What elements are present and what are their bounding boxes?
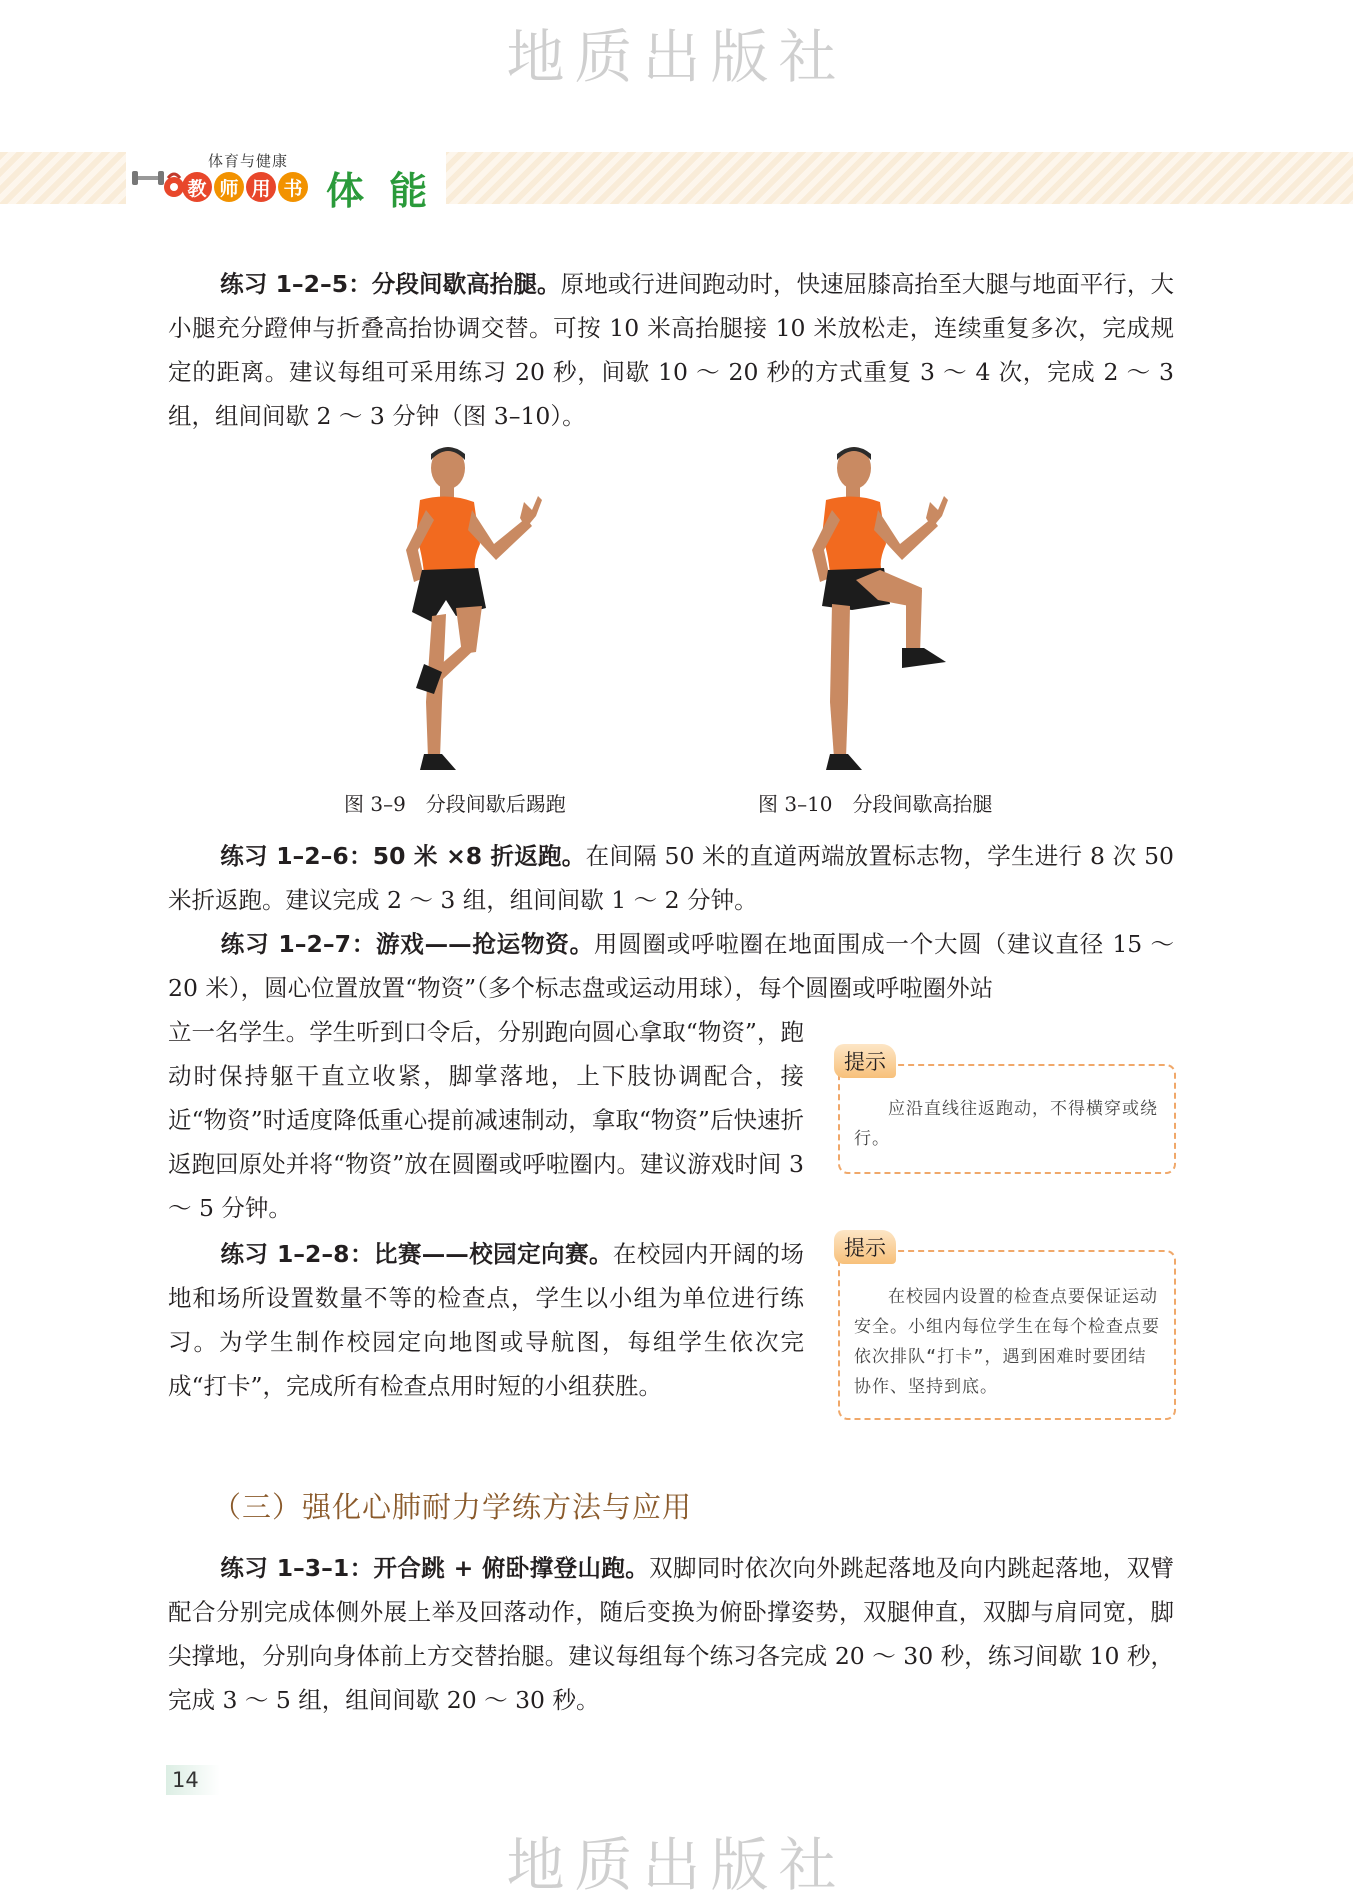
tip-text: 在校园内设置的检查点要保证运动安全。小组内每位学生在每个检查点要依次排队“打卡”，遇到困难时要团结协作、坚持到底。 [854,1287,1160,1397]
exercise-label: 练习 1–2–7：游戏——抢运物资。 [220,930,594,958]
exercise-text: 双脚同时依次向外跳起落地及向内跳起落地，双臂配合分别完成体侧外展上举及回落动作，随后变换为俯卧撑姿势，双腿伸直，双脚与肩同宽，脚尖撑地，分别向身体前上方交替抬腿。建议每组每个练习各完成 20 ～ 30 秒，练习间歇 10 秒，完成 3 ～ 5 组，组间间歇 20 ～ 30 秒。 [168,1554,1174,1714]
figure-caption: 图 3–9 分段间歇后踢跑 [344,792,566,816]
watermark-top: 地质出版社 [506,23,847,91]
figure-butt-kick-image [376,440,546,780]
exercise-1-2-7 [168,922,1174,1010]
exercise-1-2-8 [168,1232,804,1408]
exercise-label: 练习 1–3–1：开合跳 + 俯卧撑登山跑。 [220,1554,650,1582]
exercise-label: 练习 1–2–5：分段间歇高抬腿。 [220,270,561,298]
exercise-1-2-5 [168,262,1174,438]
section-heading: （三）强化心肺耐力学练方法与应用 [212,1490,693,1524]
exercise-1-3-1 [168,1546,1174,1722]
figure-caption: 图 3–10 分段间歇高抬腿 [758,792,993,816]
header-chip: 教 [182,172,212,202]
exercise-text: 在校园内开阔的场地和场所设置数量不等的检查点，学生以小组为单位进行练习。为学生制作校园定向地图或导航图，每组学生依次完成“打卡”，完成所有检查点用时短的小组获胜。 [168,1240,804,1400]
header-chip: 用 [246,172,276,202]
exercise-label: 练习 1–2–6：50 米 ×8 折返跑。 [220,842,586,870]
tip-box-1 [838,1050,1176,1174]
header-title: 体 能 [326,169,434,213]
exercise-text: 原地或行进间跑动时，快速屈膝高抬至大腿与地面平行，大小腿充分蹬伸与折叠高抬协调交替。可按 10 米高抬腿接 10 米放松走，连续重复多次，完成规定的距离。建议每组可采用练习 20 秒，间歇 10 ～ 20 秒的方式重复 3 ～ 4 次，完成 2 ～ 3 组，组间间歇 2 ～ 3 分钟（图 3–10）。 [168,270,1174,430]
tip-text: 应沿直线往返跑动，不得横穿或绕行。 [854,1099,1158,1149]
header-chip: 师 [214,172,244,202]
tip-box-2 [838,1236,1176,1420]
header-chips [182,172,308,202]
header-subtitle: 体育与健康 [208,152,289,170]
tip-label: 提示 [834,1230,896,1264]
page-number: 14 [166,1765,220,1795]
tip-label: 提示 [834,1044,896,1078]
header-chip: 书 [278,172,308,202]
exercise-text: 在间隔 50 米的直道两端放置标志物，学生进行 8 次 50 米折返跑。建议完成 2 ～ 3 组，组间间歇 1 ～ 2 分钟。 [168,842,1175,914]
watermark-bottom: 地质出版社 [506,1831,847,1899]
exercise-label: 练习 1–2–8：比赛——校园定向赛。 [220,1240,613,1268]
figure-high-knees-image [782,440,962,780]
exercise-1-2-6 [168,834,1174,922]
exercise-text: 用圆圈或呼啦圈在地面围成一个大圆（建议直径 15 ～ 20 米），圆心位置放置“物资”（多个标志盘或运动用球），每个圆圈或呼啦圈外站 [168,930,1174,1002]
exercise-1-2-7-continued: 立一名学生。学生听到口令后，分别跑向圆心拿取“物资”，跑动时保持躯干直立收紧，脚掌落地，上下肢协调配合，接近“物资”时适度降低重心提前减速制动，拿取“物资”后快速折返跑回原处并将“物资”放在圆圈或呼啦圈内。建议游戏时间 3 ～ 5 分钟。 [168,1018,804,1222]
